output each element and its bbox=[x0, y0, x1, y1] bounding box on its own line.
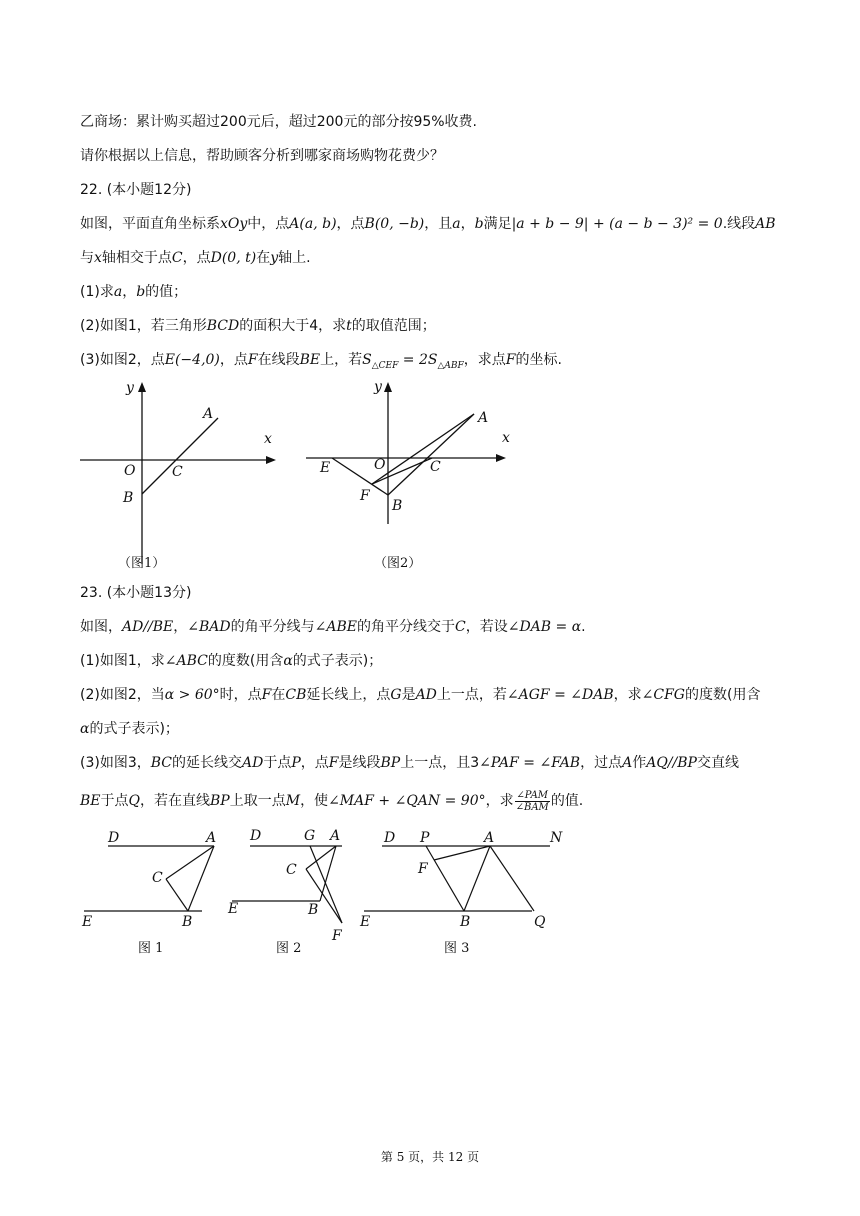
text-line-2: 请你根据以上信息，帮助顾客分析到哪家商场购物花费少？ bbox=[80, 148, 444, 164]
fig5-label-E: E bbox=[360, 914, 371, 930]
fig2-caption: （图2） bbox=[374, 556, 422, 571]
fig5-label-A: A bbox=[484, 830, 495, 846]
fig2-label-x: x bbox=[502, 430, 510, 446]
fig4-label-D: D bbox=[250, 828, 262, 844]
q23-figure-1 bbox=[78, 822, 228, 962]
q23-part-3-line-2: BE于点Q，若在直线BP上取一点M，使∠MAF + ∠QAN = 90°，求 $\frac{\text{∠PAM}}{\text{∠BAM}}$ 的值. bbox=[80, 789, 584, 813]
fig2-label-O: O bbox=[374, 457, 386, 473]
fig3-label-D: D bbox=[108, 830, 120, 846]
fig2-label-y: y bbox=[374, 379, 382, 395]
q22-figure-2 bbox=[302, 374, 522, 574]
fig4-label-A: A bbox=[330, 828, 341, 844]
fig4-label-E: E bbox=[228, 901, 239, 917]
fig3-label-A: A bbox=[206, 830, 217, 846]
q23-statement: 如图，AD//BE，∠BAD的角平分线与∠ABE的角平分线交于C，若设∠DAB = α. bbox=[80, 619, 586, 635]
text-line-1: 乙商场：累计购买超过200元后，超过200元的部分按95%收费. bbox=[80, 114, 478, 130]
q22-figure-1 bbox=[78, 374, 288, 574]
fig5-label-F: F bbox=[418, 861, 428, 877]
q23-part-2-line-1: (2)如图2，当α > 60°时，点F在CB延长线上，点G是AD上一点，若∠AGF = ∠DAB，求∠CFG的度数(用含 bbox=[80, 687, 761, 703]
q23-figure-3 bbox=[354, 822, 574, 962]
fig1-label-B: B bbox=[123, 490, 134, 506]
q22-statement-line-1: 如图，平面直角坐标系xOy中，点A(a, b)，点B(0, −b)，且a，b满足|a + b − 9| + (a − b − 3)² = 0.线段AB bbox=[80, 216, 776, 232]
question-23-heading: 23. (本小题13分) bbox=[80, 585, 192, 601]
page-footer: 第 5 页，共 12 页 bbox=[380, 1150, 480, 1164]
q23-part-1: (1)如图1，求∠ABC的度数(用含α的式子表示)； bbox=[80, 653, 383, 669]
fig5-caption: 图 3 bbox=[444, 941, 470, 956]
fig2-label-E: E bbox=[320, 460, 331, 476]
fig3-label-C: C bbox=[152, 870, 163, 886]
fig3-label-E: E bbox=[82, 914, 93, 930]
fig2-label-C: C bbox=[430, 459, 441, 475]
fig1-label-A: A bbox=[203, 406, 214, 422]
fig3-label-B: B bbox=[182, 914, 193, 930]
fig5-label-N: N bbox=[550, 830, 563, 846]
fig4-label-F: F bbox=[332, 928, 342, 944]
fig4-caption: 图 2 bbox=[276, 941, 302, 956]
question-22-heading: 22. (本小题12分) bbox=[80, 182, 192, 198]
q23-part-3-line-1: (3)如图3，BC的延长线交AD于点P，点F是线段BP上一点，且3∠PAF = ∠FAB，过点A作AQ//BP交直线 bbox=[80, 755, 739, 771]
fig4-label-C: C bbox=[286, 862, 297, 878]
fig5-label-P: P bbox=[420, 830, 430, 846]
fig3-caption: 图 1 bbox=[138, 941, 164, 956]
fig2-label-A: A bbox=[478, 410, 489, 426]
angle-ratio-fraction: $\frac{\text{∠PAM}}{\text{∠BAM}}$ bbox=[515, 789, 549, 813]
fig2-label-B: B bbox=[392, 498, 403, 514]
fig5-label-D: D bbox=[384, 830, 396, 846]
fig4-label-G: G bbox=[304, 828, 316, 844]
fig2-label-F: F bbox=[360, 488, 370, 504]
fig1-label-C: C bbox=[172, 464, 183, 480]
fig1-caption: （图1） bbox=[118, 556, 166, 571]
q22-part-1: (1)求a，b的值； bbox=[80, 284, 188, 300]
q22-part-2: (2)如图1，若三角形BCD的面积大于4，求t的取值范围； bbox=[80, 318, 436, 334]
q23-part-2-line-2: α的式子表示)； bbox=[80, 721, 179, 737]
fig1-label-y: y bbox=[126, 380, 134, 396]
fig5-label-Q: Q bbox=[534, 914, 546, 930]
q22-statement-line-2: 与x轴相交于点C，点D(0, t)在y轴上. bbox=[80, 250, 311, 266]
fig5-label-B: B bbox=[460, 914, 471, 930]
q22-part-3: (3)如图2，点E(−4,0)，点F在线段BE上，若$S_{\triangle CEF} = 2S_{\triangle ABF}$，求点F的坐标. bbox=[80, 352, 562, 371]
fig1-label-x: x bbox=[264, 431, 272, 447]
q23-figure-2 bbox=[224, 822, 364, 962]
fig1-label-O: O bbox=[124, 463, 136, 479]
fig4-label-B: B bbox=[308, 902, 319, 918]
